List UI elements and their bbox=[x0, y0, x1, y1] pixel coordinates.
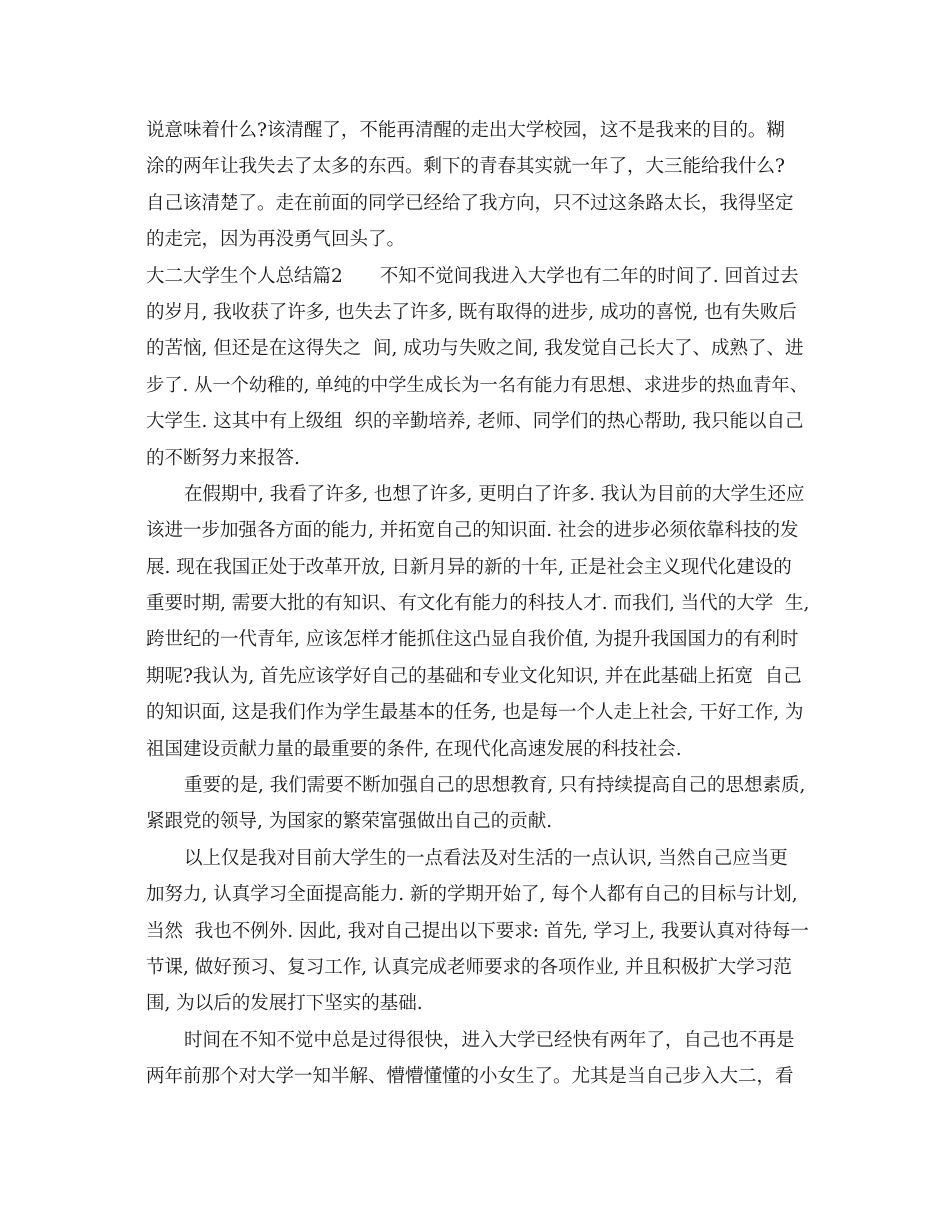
text-line: 祖国建设贡献力量的最重要的条件, 在现代化高速发展的科技社会. bbox=[146, 738, 682, 760]
text-line: 跨世纪的一代青年, 应该怎样才能抓住这凸显自我价值, 为提升我国国力的有利时 bbox=[146, 629, 799, 651]
text-line: 期呢?我认为, 首先应该学好自己的基础和专业文化知识, 并在此基础上拓宽 自己 bbox=[146, 665, 802, 687]
text-line: 当然 我也不例外. 因此, 我对自己提出以下要求: 首先, 学习上, 我要认真对待每一 bbox=[146, 920, 809, 942]
text-line: 的知识面, 这是我们作为学生最基本的任务, 也是每一个人走上社会, 干好工作, 为 bbox=[146, 702, 804, 724]
text-line: 紧跟党的领导, 为国家的繁荣富强做出自己的贡献. bbox=[146, 811, 553, 833]
text-line: 围, 为以后的发展打下坚实的基础. bbox=[146, 993, 423, 1015]
text-line: 自己该清楚了。走在前面的同学已经给了我方向，只不过这条路太长，我得坚定 bbox=[146, 192, 794, 214]
text-line: 涂的两年让我失去了太多的东西。剩下的青春其实就一年了，大三能给我什么? bbox=[146, 156, 785, 178]
text-line: 在假期中, 我看了许多, 也想了许多, 更明白了许多. 我认为目前的大学生还应 bbox=[184, 483, 805, 505]
text-line: 节课, 做好预习、复习工作, 认真完成老师要求的各项作业, 并且积极扩大学习范 bbox=[146, 956, 792, 978]
text-line: 步了. 从一个幼稚的, 单纯的中学生成长为一名有能力有思想、求进步的热血青年、 bbox=[146, 374, 808, 396]
document-body bbox=[146, 113, 816, 1096]
text-line: 以上仅是我对目前大学生的一点看法及对生活的一点认识, 当然自己应当更 bbox=[184, 847, 788, 869]
text-line: 的岁月, 我收获了许多, 也失去了许多, 既有取得的进步, 成功的喜悦, 也有失败后 bbox=[146, 301, 797, 323]
text-line: 的不断努力来报答. bbox=[146, 447, 300, 469]
text-line: 的走完，因为再没勇气回头了。 bbox=[146, 229, 406, 251]
text-line: 的苦恼, 但还是在这得失之 间, 成功与失败之间, 我发觉自己长大了、成熟了、进 bbox=[146, 338, 804, 360]
text-line: 展. 现在我国正处于改革开放, 日新月异的新的十年, 正是社会主义现代化建设的 bbox=[146, 556, 792, 578]
text-line: 重要时期, 需要大批的有知识、有文化有能力的科技人才. 而我们, 当代的大学 生, bbox=[146, 593, 810, 615]
text-line: 时间在不知不觉中总是过得很快，进入大学已经快有两年了，自己也不再是 bbox=[184, 1029, 795, 1051]
text-line: 加努力, 认真学习全面提高能力. 新的学期开始了, 每个人都有自己的目标与计划, bbox=[146, 884, 798, 906]
text-line: 说意味着什么?该清醒了，不能再清醒的走出大学校园，这不是我来的目的。糊 bbox=[146, 120, 785, 141]
text-line: 大二大学生个人总结篇2 不知不觉间我进入大学也有二年的时间了. 回首过去 bbox=[146, 265, 799, 287]
text-line: 两年前那个对大学一知半解、懵懵懂懂的小女生了。尤其是当自己步入大二，看 bbox=[146, 1066, 794, 1088]
text-line: 重要的是, 我们需要不断加强自己的思想教育, 只有持续提高自己的思想素质, bbox=[184, 775, 806, 797]
text-line: 该进一步加强各方面的能力, 并拓宽自己的知识面. 社会的进步必须依靠科技的发 bbox=[146, 520, 799, 542]
text-line: 大学生. 这其中有上级组 织的辛勤培养, 老师、同学们的热心帮助, 我只能以自己 bbox=[146, 411, 804, 433]
